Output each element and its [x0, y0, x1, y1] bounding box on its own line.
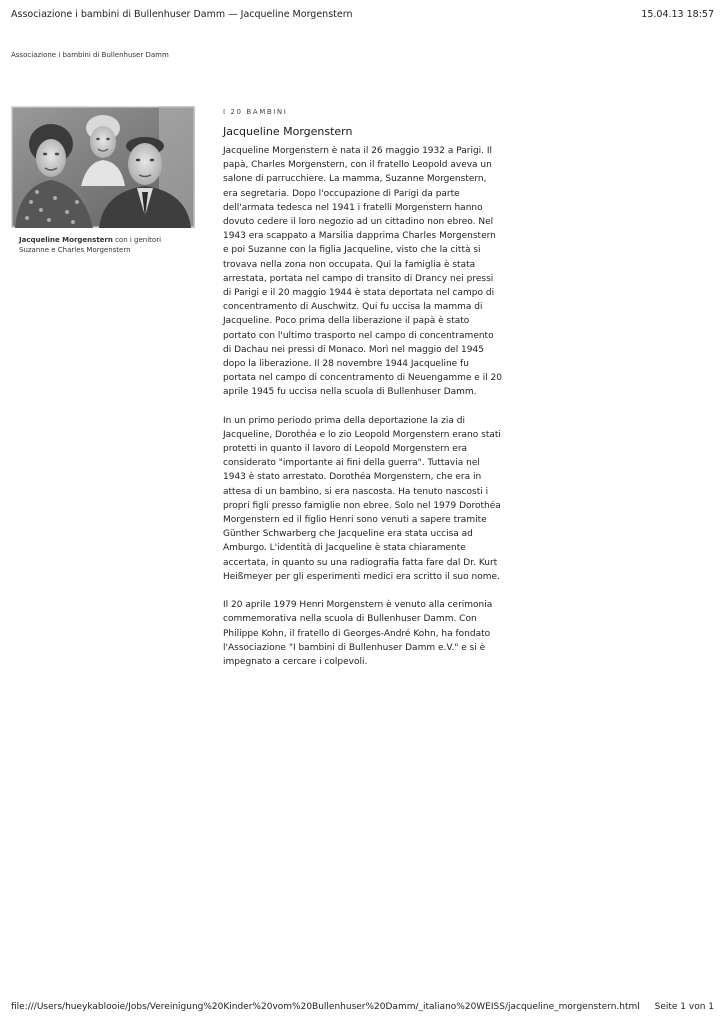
caption-name: Jacqueline Morgenstern [19, 236, 113, 244]
caption-text: con i genitori Suzanne e Charles Morgenstern [19, 236, 162, 254]
site-name-link[interactable]: Associazione i bambini di Bullenhuser Damm [11, 51, 169, 59]
photo-caption [19, 235, 189, 255]
print-footer [11, 1002, 714, 1016]
photo-block [11, 106, 195, 255]
article [223, 108, 503, 683]
print-footer-page: Seite 1 von 1 [654, 1002, 714, 1012]
print-footer-url: file:///Users/hueykablooie/Jobs/Vereinigung%20Kinder%20vom%20Bullenhuser%20Damm/_italiano%20WEISS/jacqueline_morgenstern.html [11, 1002, 640, 1012]
print-header-datetime: 15.04.13 18:57 [641, 9, 714, 20]
print-header-title: Associazione i bambini di Bullenhuser Damm — Jacqueline Morgenstern [11, 9, 353, 20]
family-photo-image [11, 106, 195, 228]
article-paragraph: Jacqueline Morgenstern è nata il 26 maggio 1932 a Parigi. Il papà, Charles Morgenstern, con il fratello Leopold aveva un salone di parrucchiere. La mamma, Suzanne Morgenstern, era segretaria. Dopo l'occupazione di Parigi da parte dell'armata tedesca nel 1941 i fratelli Morgenstern hanno dovuto cedere il loro negozio ad un cittadino non ebreo. Nel 1943 era scappato a Marsilia dapprima Charles Morgenstern e poi Suzanne con la figlia Jacqueline, visto che la città si trovava nella zona non occupata. Qui la famiglia è stata arrestata, portata nel campo di transito di Drancy nei pressi di Parigi e il 20 maggio 1944 è stata deportata nel campo di concentramento di Auschwitz. Qui fu uccisa la mamma di Jacqueline. Poco prima della liberazione il papà è stato portato con l'ultimo trasporto nel campo di concentramento di Dachau nei pressi di Monaco. Morì nel maggio del 1945 dopo la liberazione. Il 28 novembre 1944 Jacqueline fu portata nel campo di concentramento di Neuengamme e il 20 aprile 1945 fu uccisa nella scuola di Bullenhuser Damm. [223, 146, 503, 398]
article-paragraph: Il 20 aprile 1979 Henri Morgenstern è venuto alla cerimonia commemorativa nella scuola di Bullenhuser Damm. Con Philippe Kohn, il fratello di Georges-André Kohn, ha fondato l'Associazione "I bambini di Bullenhuser Damm e.V." e si è impegnato a cercare i colpevoli. [223, 600, 493, 667]
article-body [223, 144, 503, 669]
family-photo [11, 106, 195, 228]
article-paragraph: In un primo periodo prima della deportazione la zia di Jacqueline, Dorothéa e lo zio Leopold Morgenstern erano stati protetti in quanto il lavoro di Leopold Morgenstern era considerato "importante ai fini della guerra". Tuttavia nel 1943 è stato arrestato. Dorothéa Morgenstern, che era in attesa di un bambino, si era nascosta. Ha tenuto nascosti i propri figli presso famiglie non ebree. Solo nel 1979 Dorothéa Morgenstern ed il figlio Henri sono venuti a sapere tramite Günther Schwarberg che Jacqueline era stata uccisa ad Amburgo. L'identità di Jacqueline è stata chiaramente accertata, in quanto su una radiografia fatta fare dal Dr. Kurt Heißmeyer per gli esperimenti medici era scritto il suo nome. [223, 415, 501, 582]
article-title: Jacqueline Morgenstern [223, 125, 353, 138]
section-label: I 20 BAMBINI [223, 108, 288, 116]
print-header [11, 9, 714, 23]
